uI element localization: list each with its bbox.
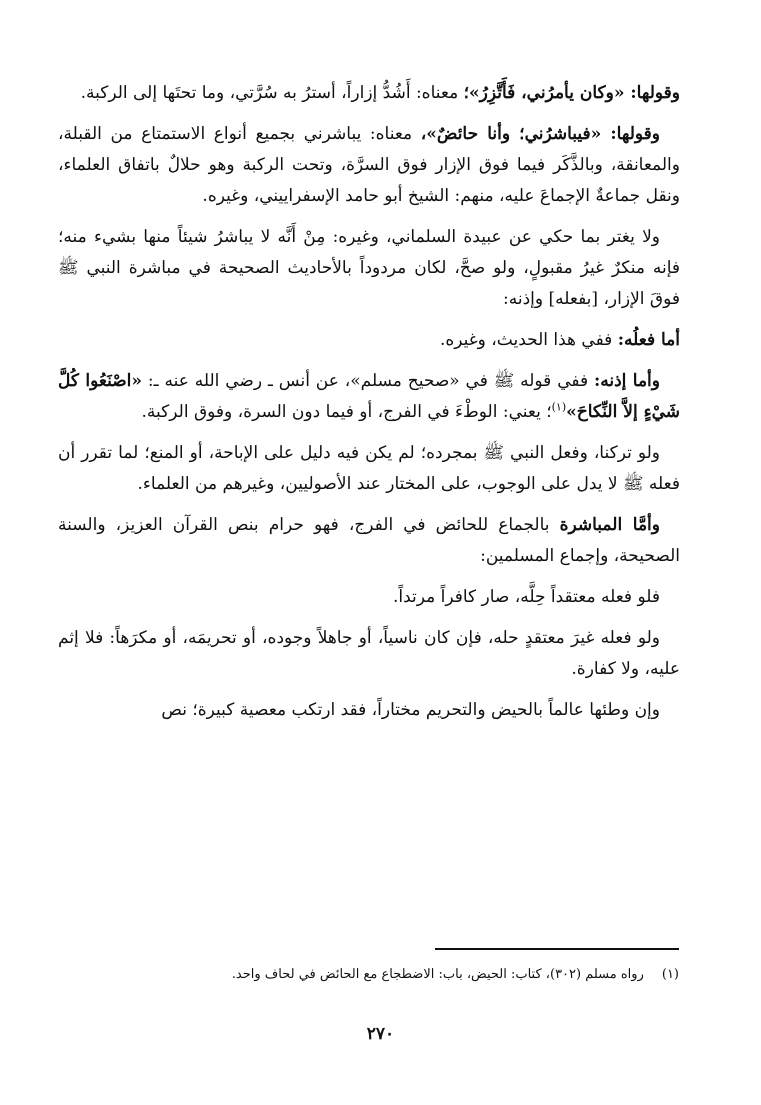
- paragraph-1: [58, 78, 680, 109]
- paragraph-2: [58, 119, 680, 212]
- paragraph-4-text: ففي هذا الحديث، وغيره.: [439, 330, 618, 350]
- paragraph-7-lead: وأمَّا المباشرة: [559, 515, 660, 535]
- footnote-marker[interactable]: (١): [551, 400, 567, 414]
- paragraph-10: [58, 695, 680, 726]
- page-body: [58, 78, 680, 736]
- paragraph-10-text: وإن وطئها عالماً بالحيض والتحريم مختاراً، فقد ارتكب معصية كبيرة؛ نص: [161, 700, 660, 720]
- paragraph-1-lead: وقولها: «وكان يأمرُني، فَأَتَّزِرُ»؛: [463, 83, 680, 103]
- footnote-text: رواه مسلم (٣٠٢)، كتاب: الحيض، باب: الاضطجاع مع الحائض في لحاف واحد.: [231, 967, 644, 982]
- paragraph-8-text: فلو فعله معتقداً حِلَّه، صار كافراً مرتداً.: [392, 587, 660, 607]
- paragraph-5-text: ففي قوله ﷺ في «صحيح مسلم»، عن أنس ـ رضي الله عنه ـ:: [147, 371, 594, 391]
- footnote: [79, 964, 679, 986]
- paragraph-2-lead: وقولها: «فيباشرُني؛ وأنا حائضٌ»،: [420, 124, 660, 144]
- paragraph-3: [58, 222, 680, 315]
- paragraph-9-text: ولو فعله غيرَ معتقدٍ حله، فإن كان ناسياً، أو جاهلاً وجوده، أو تحريمَه، أو مكرَهاً: فلا إثم عليه، ولا كفارة.: [58, 628, 680, 679]
- paragraph-7: [58, 510, 680, 572]
- paragraph-4-lead: أما فعلُه:: [617, 330, 680, 350]
- paragraph-5: [58, 366, 680, 428]
- paragraph-5-lead: وأما إذنه:: [593, 371, 660, 391]
- paragraph-3-text: ولا يغتر بما حكي عن عبيدة السلماني، وغيره: مِنْ أَنَّه لا يباشرُ شيئاً منها بشيء منه؛ فإنه منكرٌ غيرُ مقبولٍ، ولو صحَّ، لكان مردوداً بالأحاديث الصحيحة في مباشرة النبي ﷺ فوقَ الإزار، [بفعله] وإذنه:: [58, 227, 680, 309]
- hadith-quote: «اصْنَعُوا كُلَّ شَيْءٍ إلاَّ النِّكاحَ»: [58, 371, 680, 422]
- footnote-number: (١): [661, 967, 679, 982]
- page-number: ٢٧٠: [366, 1024, 395, 1044]
- paragraph-5-after: ؛ يعني: الوطْءَ في الفرج، أو فيما دون السرة، وفوق الركبة.: [141, 402, 552, 422]
- footnote-divider: [435, 948, 679, 950]
- paragraph-4: [58, 325, 680, 356]
- paragraph-7-text: بالجماع للحائض في الفرج، فهو حرام بنص القرآن العزيز، والسنة الصحيحة، وإجماع المسلمين:: [58, 515, 680, 566]
- paragraph-6-text: ولو تركنا، وفعل النبي ﷺ بمجرده؛ لم يكن فيه دليل على الإباحة، أو المنع؛ لما تقرر أن فعله ﷺ لا يدل على الوجوب، على المختار عند الأصوليين، وغيرهم من العلماء.: [58, 443, 680, 494]
- paragraph-8: [58, 582, 680, 613]
- paragraph-6: [58, 438, 680, 500]
- paragraph-9: [58, 623, 680, 685]
- paragraph-2-text: معناه: يباشرني بجميع أنواع الاستمتاع من القبلة، والمعانقة، وبالذَّكَر فيما فوق الإزار فوق السرَّة، وتحت الركبة وهو حلالٌ باتفاق العلماء، ونقل جماعةٌ الإجماعَ عليه، منهم: الشيخ أبو حامد الإسفراييني، وغيره.: [58, 124, 680, 206]
- paragraph-1-text: معناه: أَشُدُّ إزاراً، أسترُ به سُرَّتي، وما تحتَها إلى الركبة.: [80, 83, 464, 103]
